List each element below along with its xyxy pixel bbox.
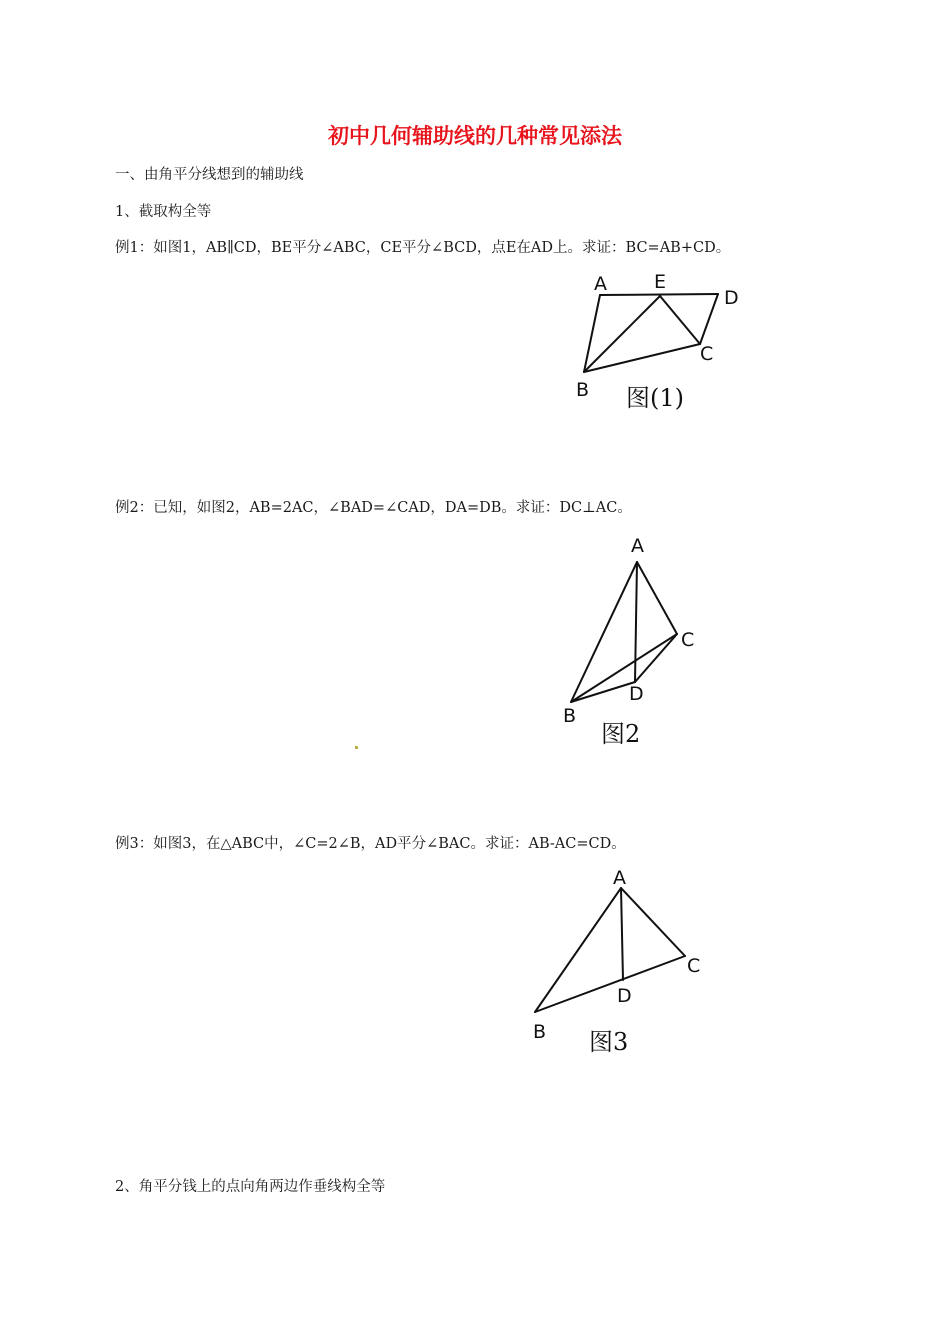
label-E: E [654,271,667,293]
label-D: D [629,683,644,705]
figure-2-caption: 图2 [601,720,641,748]
segment-AC [621,888,685,956]
figure-1-diagram [560,262,760,412]
subsection-heading-2: 2、角平分钱上的点向角两边作垂线构全等 [115,1179,386,1195]
example-2-text: 例2：已知，如图2，AB=2AC，∠BAD=∠CAD，DA=DB。求证：DC⊥AC。 [115,500,632,516]
label-A: A [613,867,626,889]
subsection-heading-1: 1、截取构全等 [115,204,212,220]
label-C: C [700,343,714,365]
segment-AB [535,888,621,1012]
label-A: A [631,535,644,557]
segment-BC [584,344,700,372]
label-C: C [687,955,701,977]
stray-mark [355,746,358,749]
figure-2-diagram [555,530,715,755]
example-3-text: 例3：如图3，在△ABC中，∠C=2∠B，AD平分∠BAC。求证：AB-AC=CD。 [115,836,626,852]
page-title: 初中几何辅助线的几种常见添法 [328,124,622,148]
section-heading-1: 一、由角平分线想到的辅助线 [115,167,304,183]
segment-BE [584,296,660,372]
segment-BC [535,956,685,1012]
segment-AB [584,295,600,372]
segment-AD [635,562,637,682]
segment-EC [660,296,700,344]
label-D: D [617,985,632,1007]
segment-AC [637,562,677,634]
segment-DC [700,294,718,344]
example-1-text: 例1：如图1，AB∥CD，BE平分∠ABC，CE平分∠BCD，点E在AD上。求证：BC=AB+CD。 [115,240,731,256]
segment-BD [571,682,635,702]
segment-AD [621,888,623,980]
segment-AD [600,294,718,295]
label-C: C [681,629,695,651]
label-B: B [563,705,577,727]
label-A: A [594,273,607,295]
label-B: B [576,379,590,401]
label-D: D [724,287,739,309]
figure-1-caption: 图(1) [626,384,684,412]
label-B: B [533,1021,547,1043]
figure-3-diagram [525,862,725,1062]
figure-3-caption: 图3 [589,1028,629,1056]
